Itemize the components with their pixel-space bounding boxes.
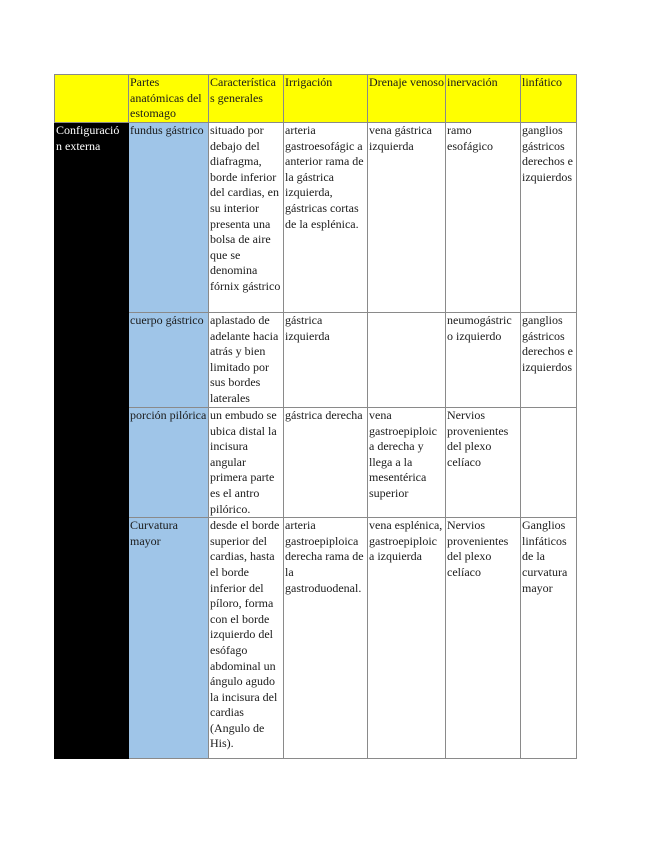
header-row — [55, 75, 577, 123]
header-cell-partes: Partes anatómicas del estomago — [129, 75, 209, 123]
drenaje-cell — [368, 313, 446, 408]
table-row — [55, 408, 577, 518]
caracteristicas-cell: aplastado de adelante hacia atrás y bien limitado por sus bordes laterales — [209, 313, 284, 408]
inervacion-cell: neumogástric o izquierdo — [446, 313, 521, 408]
header-cell-inervacion: inervación — [446, 75, 521, 123]
irrigacion-cell: gástrica derecha — [284, 408, 368, 518]
header-cell-empty — [55, 75, 129, 123]
inervacion-cell: ramo esofágico — [446, 123, 521, 313]
caracteristicas-cell: un embudo se ubica distal la incisura angular primera parte es el antro pilórico. — [209, 408, 284, 518]
header-cell-caracteristicas: Característica s generales — [209, 75, 284, 123]
irrigacion-cell: gástrica izquierda — [284, 313, 368, 408]
stomach-anatomy-table — [54, 74, 577, 759]
linfatico-cell: ganglios gástricos derechos e izquierdos — [521, 123, 577, 313]
table-row — [55, 123, 577, 313]
caracteristicas-cell: situado por debajo del diafragma, borde inferior del cardias, en su interior presenta una bolsa de aire que se denomina fórnix gástrico — [209, 123, 284, 313]
part-cell: Curvatura mayor — [129, 518, 209, 759]
irrigacion-cell: arteria gastroesofágic a anterior rama de la gástrica izquierda, gástricas cortas de la esplénica. — [284, 123, 368, 313]
linfatico-cell: Ganglios linfáticos de la curvatura mayor — [521, 518, 577, 759]
header-cell-drenaje: Drenaje venoso — [368, 75, 446, 123]
inervacion-cell: Nervios provenientes del plexo celíaco — [446, 518, 521, 759]
linfatico-cell — [521, 408, 577, 518]
irrigacion-cell: arteria gastroepiploica derecha rama de la gastroduodenal. — [284, 518, 368, 759]
inervacion-cell: Nervios provenientes del plexo celíaco — [446, 408, 521, 518]
drenaje-cell: vena gástrica izquierda — [368, 123, 446, 313]
linfatico-cell: ganglios gástricos derechos e izquierdos — [521, 313, 577, 408]
part-cell: fundus gástrico — [129, 123, 209, 313]
drenaje-cell: vena esplénica, gastroepiploic a izquierda — [368, 518, 446, 759]
drenaje-cell: vena gastroepiploic a derecha y llega a la mesentérica superior — [368, 408, 446, 518]
table-row — [55, 518, 577, 759]
table-row — [55, 313, 577, 408]
header-cell-linfatico: linfático — [521, 75, 577, 123]
part-cell: porción pilórica — [129, 408, 209, 518]
header-cell-irrigacion: Irrigación — [284, 75, 368, 123]
caracteristicas-cell: desde el borde superior del cardias, hasta el borde inferior del píloro, forma con el borde izquierdo del esófago abdominal un ángulo agudo la incisura del cardias (Angulo de His). — [209, 518, 284, 759]
part-cell: cuerpo gástrico — [129, 313, 209, 408]
group-cell-configuracion: Configuració n externa — [55, 123, 129, 759]
